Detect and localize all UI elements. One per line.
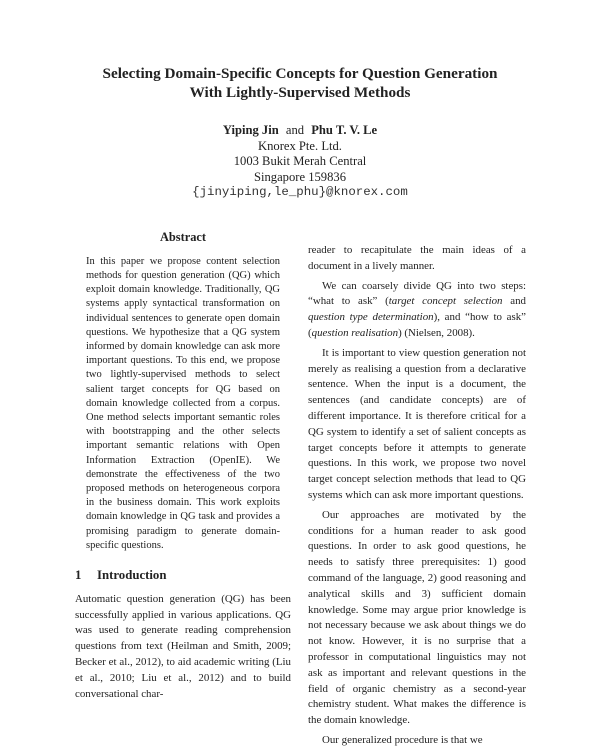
right-paragraph-3: Our approaches are motivated by the conditions for a human reader to ask good questions. In order to ask good questions, he needs to satisfy three prerequisites: 1) good command of the language, 2) good reasoning and analytical skills and 3) sufficient domain knowledge. Some may argue prior knowledge is not necessary because we ask about things we do not know. However, it is no surprise that a professor in computational linguistics may not ask as important and relevant questions in the field of organic chemistry as a second-year chemistry student. What makes the difference is the domain knowledge. [308,508,526,727]
author-2: Phu T. V. Le [311,123,378,137]
title-line-2: With Lightly-Supervised Methods [189,84,411,101]
right-paragraph-1 [308,279,526,342]
text-run: and [502,295,526,308]
right-paragraph-4: Our generalized procedure is that we [322,733,483,746]
abstract-text: In this paper we propose content selection methods for question generation (QG) which exploit domain knowledge. Traditionally, QG systems apply syntactical transformation on individual sentences to generate open domain questions. We hypothesize that a QG system informed by domain knowledge can ask more important questions. To this end, we propose two lightly-supervised methods to select salient target concepts for QG based on domain knowledge collected from a corpus. One method selects important semantic roles with bootstrapping and the other selects important semantic relations with Open Information Extraction (OpenIE). We demonstrate the effectiveness of the two proposed methods on heterogeneous corpora in the business domain. This work exploits domain knowledge in QG task and provides a promising paradigm to generate domain-specific questions. [86,255,280,551]
text-run: We can coarsely divide QG into two steps: “what to ask” ( [308,279,526,308]
abstract-heading: Abstract [159,230,207,244]
author-email: {jinyiping,le_phu}@knorex.com [192,185,408,199]
emphasis-question-realisation: question realisation [311,326,399,339]
address-line-1: 1003 Bukit Merah Central [233,154,367,168]
affiliation: Knorex Pte. Ltd. [258,138,342,153]
text-run: ), and “how to ask” ( [308,311,526,339]
title-line-1: Selecting Domain-Specific Concepts for Question Generation [102,65,498,82]
author-names [100,123,500,139]
paper-title [60,64,540,102]
author-1: Yiping Jin [222,123,279,137]
address-line-2: Singapore 159836 [254,169,346,184]
section-number: 1 [75,568,82,583]
right-paragraph-2: It is important to view question generation not merely as realising a question from a declarative sentence. When the input is a document, the sentences (and candidate concepts) are of different importance. It is therefore critical for a QG system to identify a set of salient concepts as target concepts before it attempts to generate questions. In this work, we propose two novel target concept selection methods that lead to QG systems which can ask more important questions. [308,346,526,501]
emphasis-target-concept-selection: target concept selection [388,295,503,308]
section-heading-introduction [75,568,291,584]
author-block [100,123,500,201]
author-conjunction: and [285,123,305,137]
emphasis-question-type-determination: question type determination [308,311,434,324]
text-run: ) (Nielsen, 2008). [398,326,475,339]
section-title: Introduction [97,568,167,583]
right-column [308,243,526,749]
right-paragraph-0: reader to recapitulate the main ideas of a document in a lively manner. [308,244,526,272]
intro-paragraph-1: Automatic question generation (QG) has been successfully applied in various applications. QG was used to generate reading comprehension questions from text (Heilman and Smith, 2009; Becker et al., 2012), to aid academic writing (Liu et al., 2010; Liu et al., 2012) and to build conversational char- [75,592,291,700]
left-column [75,226,291,702]
